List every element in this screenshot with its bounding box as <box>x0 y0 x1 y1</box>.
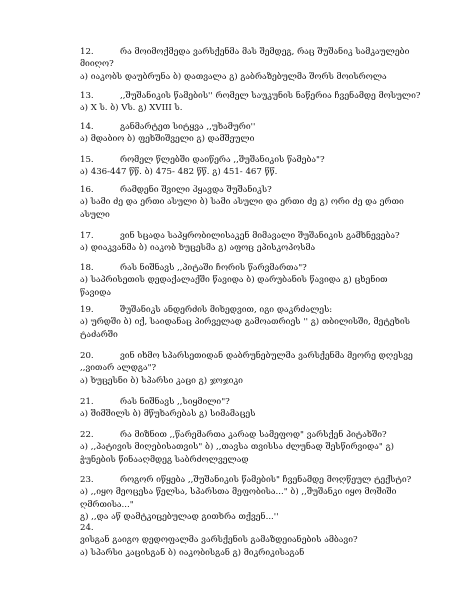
answer-line: ა) X ს. ბ) Vს. გ) XVIII ს. <box>80 103 183 114</box>
answer-line: ა) სამი ძე და ერთი ასული ბ) სამი ასული და ერთი ძე გ) ორი ძე და ერთი <box>80 197 404 208</box>
question-stem <box>80 230 460 242</box>
question-text: ვინ იხმო სპარსეთიდან დაბრუნებულმა ვარსქენმა მეორე დღესვე <box>120 351 413 361</box>
question-text: შუშანიკს ანდერძის მიხედვით, იგი დაკრძალეს: <box>120 305 333 315</box>
question-19 <box>80 304 460 341</box>
question-21 <box>80 396 460 421</box>
question-23 <box>80 474 460 523</box>
question-stem <box>80 154 460 166</box>
question-stem <box>80 90 460 102</box>
question-stem <box>80 262 460 274</box>
answer-line: ა) საპრისეთის დედაქალაქში წავიდა ბ) დარუბანის წავიდა გ) ცხენით <box>80 275 388 286</box>
answer-line: ა) სპარსი კაცისგან ბ) იაკობისგან გ) მიკრიკისაგან <box>80 547 305 558</box>
answer-line: გ) ,,და აწ დამტკიცებულად გითხრა თქვენ...'' <box>80 511 279 522</box>
question-stem <box>80 184 460 196</box>
question-number: 16. <box>80 185 94 195</box>
answer-line: ა) ხუცესნი ბ) სპარსი კაცი გ) ჯოჯიკი <box>80 375 243 386</box>
question-stem <box>80 121 460 133</box>
question-13 <box>80 90 460 115</box>
question-number: 17. <box>80 231 94 241</box>
question-text: ,,შუშანიკის წამების'' რომელ საუკუნის ნაწერია ჩვენამდე მოსული? <box>120 91 421 101</box>
question-stem <box>80 304 460 316</box>
question-24 <box>80 522 460 559</box>
answer-line: ა) ურდში ბ) იქ, საიდანაც პირველად გამოათრიეს '' გ) თბილისში, მეტეხის <box>80 317 410 328</box>
answer-line: მიიღო? <box>80 59 114 70</box>
answer-line: ღმრთისა..." <box>80 499 134 510</box>
answer-line: ა) 436-447 წწ. ბ) 475- 482 წწ. გ) 451- 467 წწ. <box>80 167 278 178</box>
answer-line: ა) შიმშილს ბ) მწუხარებას გ) სიმამაცეს <box>80 409 256 420</box>
question-14 <box>80 121 460 146</box>
question-text: განმარტეთ სიტყვა ,,უხამური'' <box>120 122 256 132</box>
question-stem <box>80 522 460 534</box>
answer-line: ა) დიაკვანმა ბ) იაკობ ხუცესმა გ) აფოც ეპისკოპოსმა <box>80 243 316 254</box>
answer-line: ,,ვითარ ალდგა"? <box>80 363 157 374</box>
question-16 <box>80 184 460 221</box>
question-text: რა მოიმოქმედა ვარსქენმა მას შემდეგ, რაც შუშანიკ სამკაულები <box>120 47 410 57</box>
question-number: 23. <box>80 475 94 485</box>
question-20 <box>80 350 460 387</box>
answer-line: ა) ,,პატივის მიღებისათვის" ბ) ,,თავსა თვისსა ძლუნად შესწირვიდა" გ) <box>80 442 395 453</box>
question-stem <box>80 474 460 486</box>
question-stem <box>80 46 460 58</box>
question-number: 12. <box>80 47 94 57</box>
question-number: 14. <box>80 122 94 132</box>
question-text: როგორ იწყება ,,შუშანიკის წამების" ჩვენამდე მოღწეულ ტექსტი? <box>120 475 412 485</box>
question-stem <box>80 396 460 408</box>
question-12 <box>80 46 460 83</box>
question-text: რამდენი შვილი ჰყავდა შუშანიკს? <box>120 185 272 195</box>
answer-line: წავიდა <box>80 287 112 298</box>
question-text: რა მიზნით ,,წარემართა კარად სამეფოდ" ვარსქენ პიტახში? <box>120 430 387 440</box>
answer-line: ა) ,,იყო მეოცესა წელსა, სპარსთა მეფობისა..." ბ) ,,შუშანკი იყო მოშიში <box>80 487 397 498</box>
question-number: 21. <box>80 397 94 407</box>
question-number: 13. <box>80 91 94 101</box>
question-22 <box>80 429 460 466</box>
question-stem <box>80 429 460 441</box>
question-text: რას ნიშნავს ,,პიტაში ჩორის წარვმართა"? <box>120 263 307 273</box>
answer-line: ჭუნების წინააღმდეგ საბრძოლველად <box>80 454 249 465</box>
question-text: რომელ წლებში დაიწერა ,,შუშანიკის წამება"? <box>120 155 325 165</box>
question-17 <box>80 230 460 255</box>
question-number: 18. <box>80 263 94 273</box>
question-18 <box>80 262 460 299</box>
answer-line: ასული <box>80 209 110 220</box>
answer-line: ა) იაკობს დაუბრუნა ბ) დათვალა გ) გაბრაზებულმა შორს მოისროლა <box>80 71 387 82</box>
question-15 <box>80 154 460 179</box>
answer-line: ვისგან გაიგო დედოფალმა ვარსქენის გამაზდეიანების ამბავი? <box>80 535 358 546</box>
question-text: რას ნიშნავს ,,სიყმილი"? <box>120 397 230 407</box>
answer-line: ა) მდაბიო ბ) ფეხშიშველი გ) დამშეული <box>80 134 255 145</box>
question-number: 24. <box>80 523 94 533</box>
question-number: 22. <box>80 430 94 440</box>
question-number: 19. <box>80 305 94 315</box>
question-text: ვინ სცადა საპყრობილისაკენ მიმავალი შუშანიკის გამხნევება? <box>120 231 400 241</box>
answer-line: ტაძარში <box>80 329 118 340</box>
question-number: 20. <box>80 351 94 361</box>
question-number: 15. <box>80 155 94 165</box>
question-stem <box>80 350 460 362</box>
